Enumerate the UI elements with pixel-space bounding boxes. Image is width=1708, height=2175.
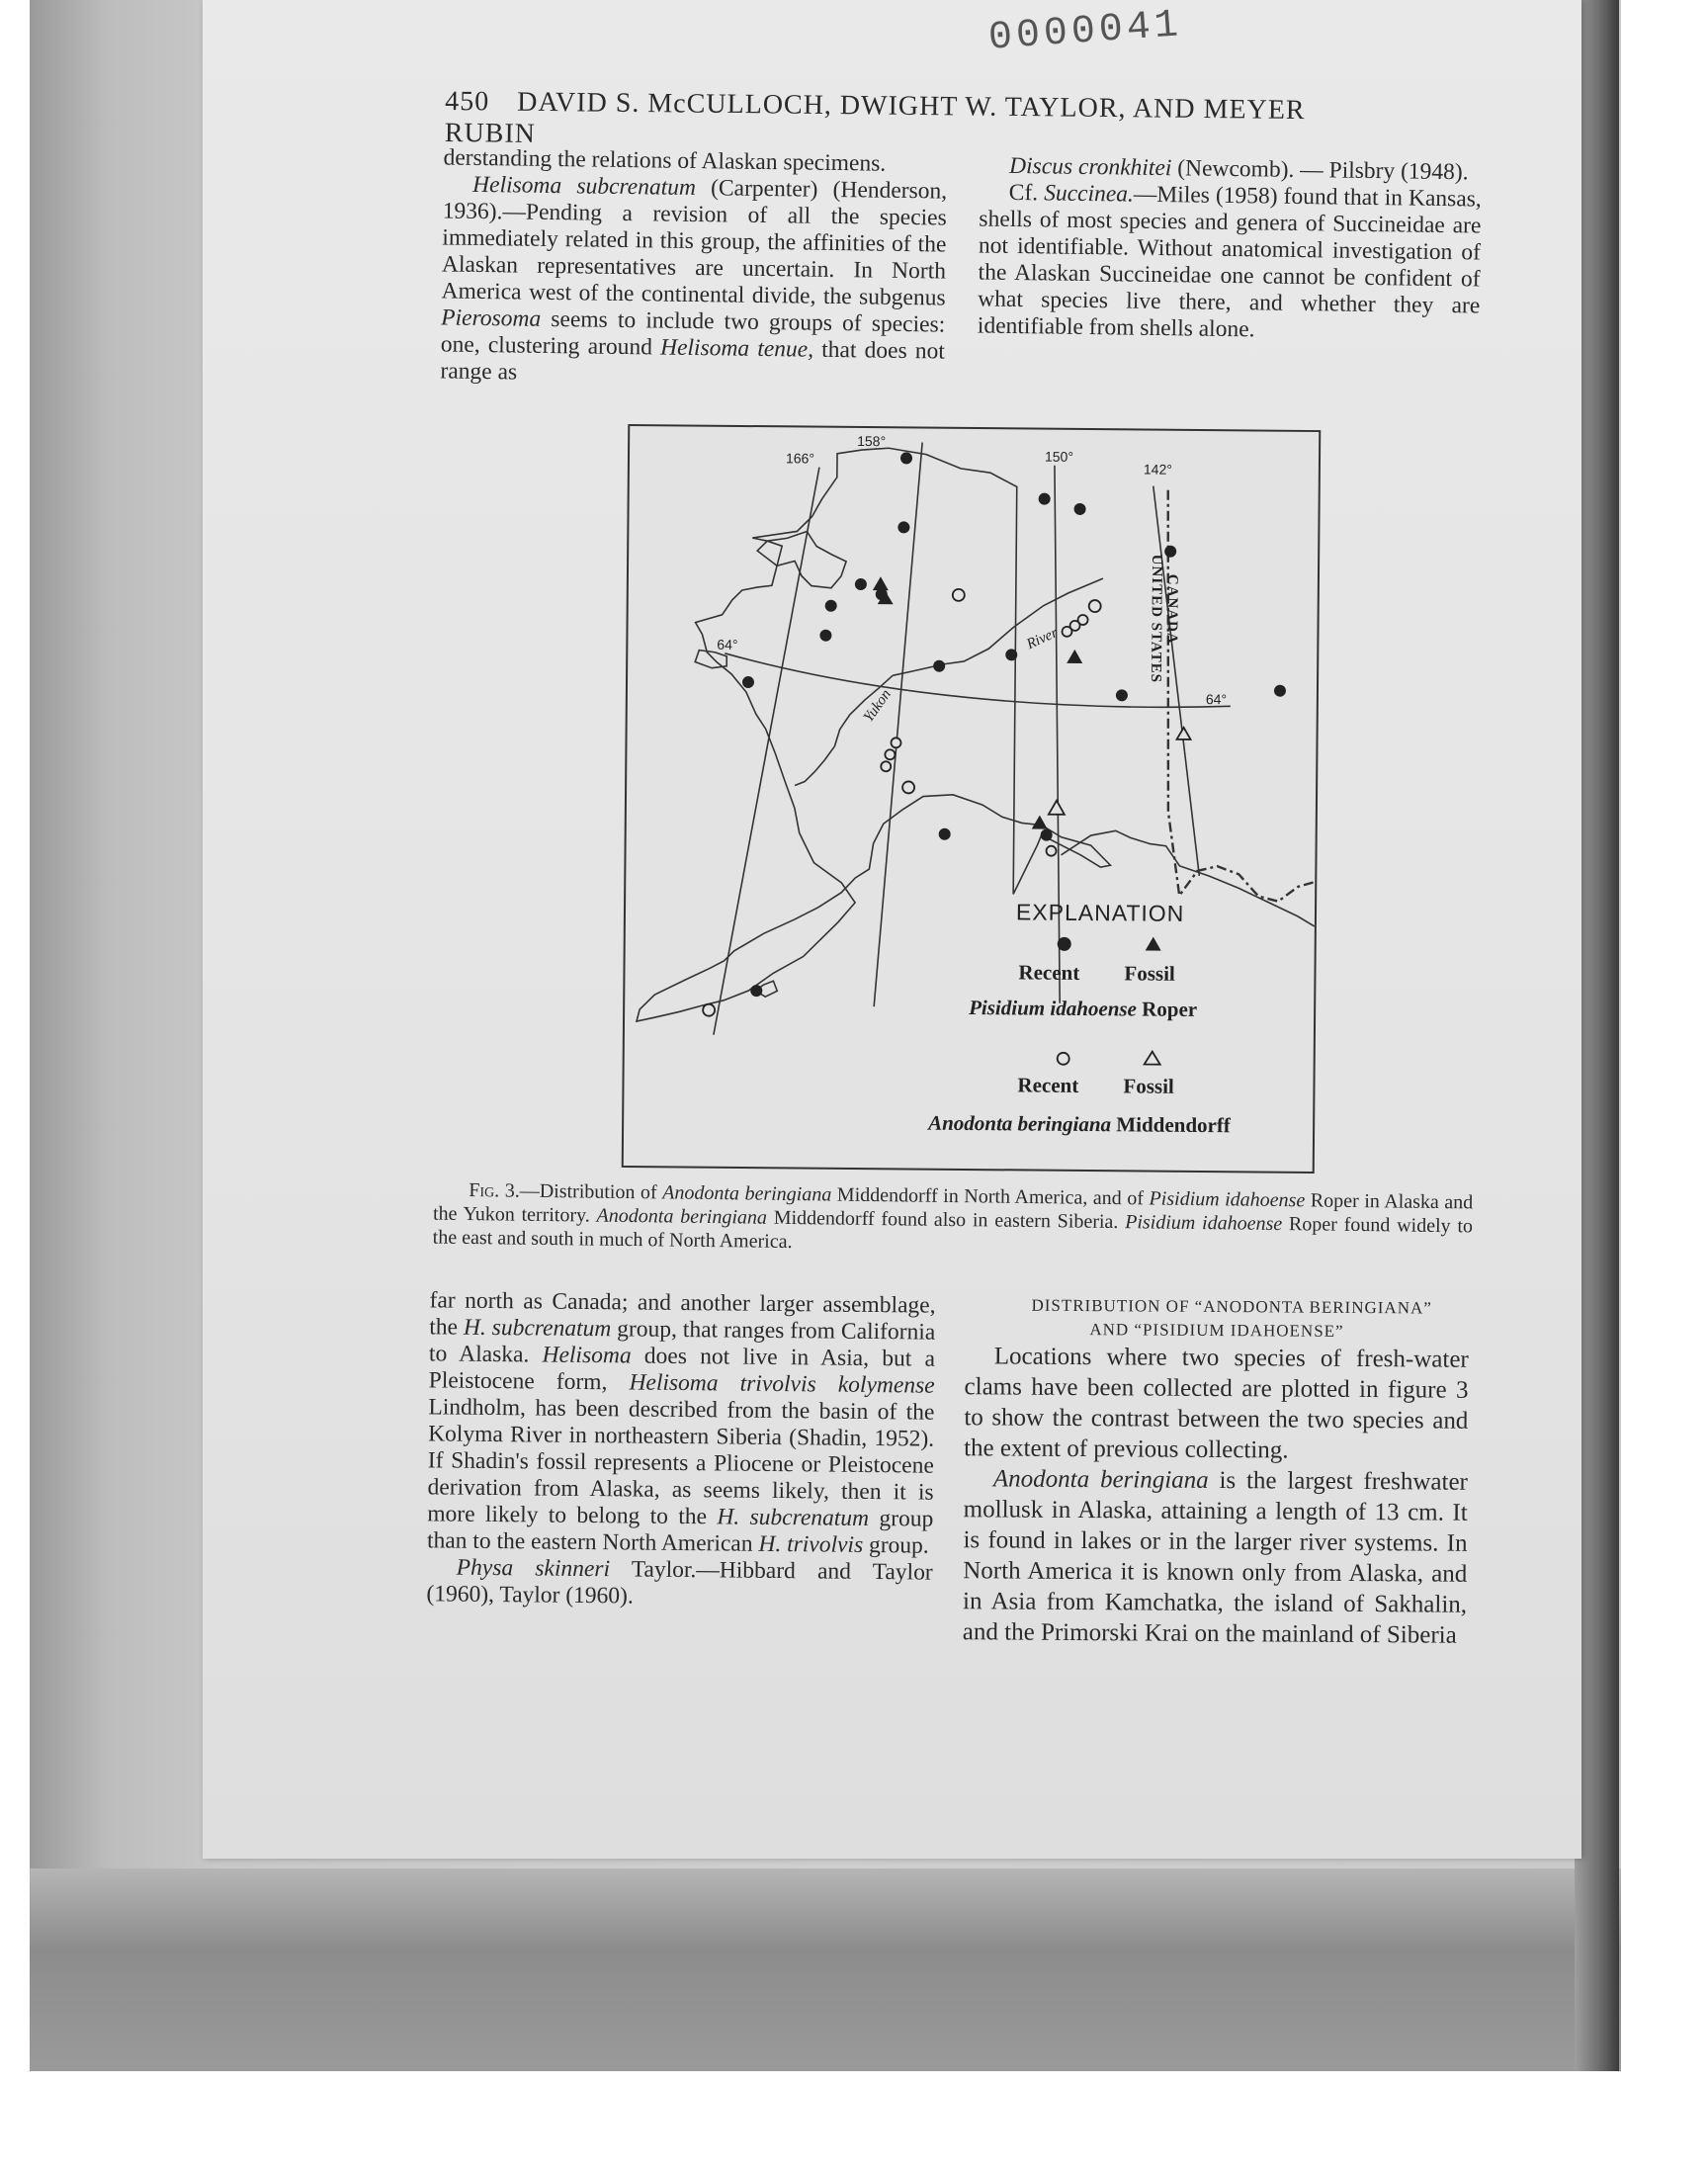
marker-fossil (1032, 816, 1048, 829)
paragraph: Discus cronkhitei (Newcomb). — Pilsbry (1948). (1008, 152, 1469, 186)
paragraph: Locations where two species of fresh-water clams have been collected are plotted in figure 3 to show the contrast between the two species and the extent of previous collecting. (964, 1343, 1469, 1464)
label-lat-64-east: 64° (1205, 691, 1228, 708)
marker-open-recent (1062, 627, 1071, 637)
marker-recent (855, 578, 867, 590)
marker-open-fossil (1049, 801, 1065, 815)
label-canada: CANADA (1163, 573, 1180, 645)
column-top-left (440, 144, 947, 392)
marker-open-recent (885, 749, 895, 759)
label-river: River (1024, 625, 1061, 653)
section-heading: DISTRIBUTION OF “ANODONTA BERINGIANA” AND “PISIDIUM IDAHOENSE” (1031, 1295, 1432, 1341)
paragraph: derstanding the relations of Alaskan specimens. (443, 144, 887, 177)
marker-recent (1074, 503, 1086, 515)
pisidium-fossil-markers (871, 576, 1083, 829)
legend-fossil-symbol (1146, 937, 1161, 951)
alaska-map (624, 426, 1320, 1172)
marker-open-recent (703, 1004, 715, 1016)
marker-recent (819, 630, 831, 642)
marker-open-recent (881, 761, 891, 771)
us-canada-border (1164, 490, 1319, 902)
marker-fossil (873, 576, 889, 590)
marker-open-recent (902, 781, 914, 793)
page-number: 450 (445, 85, 490, 118)
marker-open-recent (953, 589, 965, 601)
column-bottom-right (963, 1293, 1469, 1651)
authors: DAVID S. McCULLOCH, DWIGHT W. TAYLOR, AND MEYER RUBIN (444, 86, 1306, 149)
legend-species-anodonta: Anodonta beringiana Middendorff (928, 1110, 1231, 1138)
marker-recent (742, 676, 754, 688)
paragraph: Physa skinneri Taylor.—Hibbard and Taylor (1960), Taylor (1960). (426, 1554, 933, 1610)
legend-fossil-label-2: Fossil (1123, 1074, 1174, 1098)
legend-recent-open-symbol (1058, 1053, 1069, 1065)
legend-species-pisidium: Pisidium idahoense Roper (969, 995, 1198, 1022)
marker-recent (897, 521, 909, 533)
figure-map (622, 424, 1322, 1174)
legend-fossil-open-symbol (1145, 1052, 1160, 1065)
paragraph: far north as Canada; and another larger assemblage, the H. subcrenatum group, that ranges from California to Alaska. Helisoma does not live in Asia, but a Pleistocene form, Helisoma trivolvis kolymense Lindholm, has been described from the basin of the Kolyma River in northeastern Siberia (Shadin, 1952). If Shadin's fossil represents a Pliocene or Pleistocene derivation from Alaska, as seems likely, then it is more likely to belong to the H. subcrenatum group than to the eastern North American H. trivolvis group. (426, 1287, 936, 1559)
marker-recent (1041, 829, 1053, 841)
marker-open-fossil (1177, 728, 1191, 740)
marker-recent (1274, 685, 1286, 697)
marker-recent (933, 660, 945, 672)
meridian-166 (714, 467, 819, 1036)
marker-recent (1005, 649, 1017, 660)
marker-recent (939, 828, 951, 840)
label-lon-166: 166° (785, 450, 815, 467)
scan-shadow-bottom (30, 1869, 1621, 2071)
paragraph: Cf. Succinea.—Miles (1958) found that in Kansas, shells of most species and genera of Succineidae are not identifiable. Without anatomical investigation of the Alaskan Succineidae one cannot be confident of what species live there, and whether they are identifiable from shells alone. (977, 179, 1482, 343)
marker-open-recent (1089, 600, 1101, 612)
label-lon-150: 150° (1044, 448, 1074, 465)
archive-stamp: 0000041 (986, 3, 1184, 61)
label-lon-158: 158° (857, 432, 887, 450)
marker-recent (1116, 689, 1128, 701)
marker-recent (750, 985, 762, 997)
column-bottom-left (426, 1287, 935, 1612)
label-united-states: UNITED STATES (1148, 554, 1165, 684)
label-lat-64-west: 64° (717, 636, 738, 652)
legend-fossil-label: Fossil (1124, 961, 1175, 986)
label-yukon: Yukon (860, 686, 895, 726)
marker-recent (900, 452, 912, 464)
legend-title: EXPLANATION (1015, 899, 1185, 926)
legend-recent-label-2: Recent (1017, 1073, 1079, 1097)
marker-open-recent (891, 738, 900, 747)
marker-fossil (1067, 650, 1082, 663)
label-lon-142: 142° (1143, 461, 1172, 478)
anodonta-recent-markers (703, 587, 1101, 1019)
marker-recent (1164, 546, 1176, 558)
legend-recent-label: Recent (1018, 960, 1080, 985)
marker-recent (825, 600, 837, 612)
figure-caption: Fig. 3.—Distribution of Anodonta beringiana Middendorff in North America, and of Pisidium idahoense Roper in Alaska and the Yukon territory. Anodonta beringiana Middendorff found also in eastern Siberia. Pisidium idahoense Roper found widely to the east and south in much of North America. (432, 1179, 1474, 1254)
pisidium-recent-markers (739, 448, 1288, 1001)
marker-open-recent (1046, 846, 1056, 856)
paragraph: Helisoma subcrenatum (Carpenter) (Henderson, 1936).—Pending a revision of all the species immediately related in this group, the affinities of the Alaskan representatives are uncertain. In North America west of the continental divide, the subgenus Pierosoma seems to include two groups of species: one, clustering around Helisoma tenue, that does not range as (440, 171, 948, 386)
marker-recent (1039, 493, 1051, 505)
column-top-right (978, 152, 1483, 346)
alaska-coastline (637, 446, 1114, 1025)
legend-recent-symbol (1058, 937, 1071, 951)
paragraph: Anodonta beringiana is the largest freshwater mollusk in Alaska, attaining a length of 13 cm. It is found in lakes or in the larger river systems. In North America it is known only from Alaska, and in Asia from Kamchatka, the island of Sakhalin, and the Primorski Krai on the mainland of Siberia (962, 1465, 1469, 1649)
